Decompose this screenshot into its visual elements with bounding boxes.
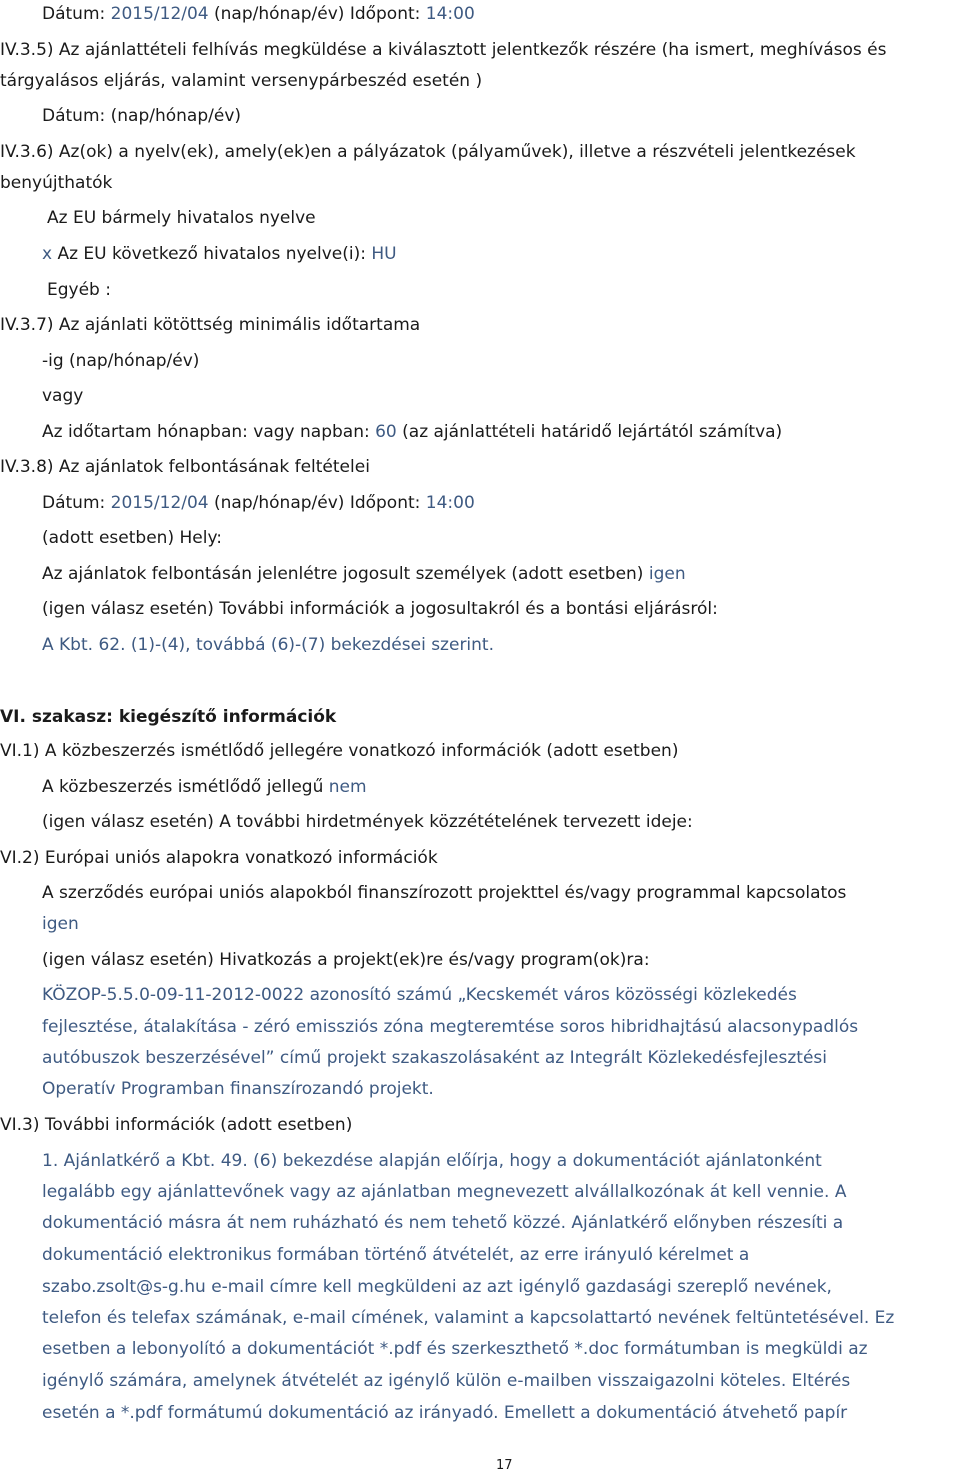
line-text: (nap/hónap/év) Időpont:: [208, 4, 426, 24]
field-value: 14:00: [425, 4, 475, 24]
field-value: HU: [371, 244, 397, 264]
text-line: [42, 634, 494, 656]
field-value: igen: [648, 564, 686, 584]
field-value: 2015/12/04: [110, 493, 209, 513]
text-line: [42, 949, 650, 971]
text-line: [0, 172, 112, 194]
line-text: Dátum:: [42, 493, 111, 513]
line-text: -ig (nap/hónap/év): [42, 351, 200, 371]
text-line: [42, 492, 475, 514]
line-text: VI.2) Európai uniós alapokra vonatkozó információk: [0, 848, 438, 868]
line-text: (igen válasz esetén) További információk a jogosultakról és a bontási eljárásról:: [42, 599, 718, 619]
field-value: Operatív Programban finanszírozandó projekt.: [42, 1079, 434, 1099]
text-line: [0, 141, 856, 163]
text-line: [42, 421, 782, 443]
text-line: [47, 279, 111, 301]
text-line: [42, 350, 199, 372]
text-line: [42, 1047, 827, 1069]
line-text: IV.3.6) Az(ok) a nyelv(ek), amely(ek)en a pályázatok (pályaművek), illetve a részvételi jelentkezések: [0, 142, 856, 162]
line-text: (igen válasz esetén) Hivatkozás a projekt(ek)re és/vagy program(ok)ra:: [42, 950, 650, 970]
field-value: esetén a *.pdf formátumú dokumentáció az irányadó. Emellett a dokumentáció átvehető papír: [42, 1403, 848, 1423]
text-line: [42, 811, 693, 833]
field-value: 2015/12/04: [110, 4, 209, 24]
text-line: [42, 1370, 850, 1392]
line-text: (adott esetben) Hely:: [42, 528, 222, 548]
line-text: VI.1) A közbeszerzés ismétlődő jellegére vonatkozó információk (adott esetben): [0, 741, 679, 761]
field-value: 60: [375, 422, 397, 442]
line-text: Az időtartam hónapban: vagy napban:: [42, 422, 376, 442]
text-line: [42, 1150, 822, 1172]
text-line: [42, 1402, 847, 1424]
field-value: igen: [42, 914, 79, 934]
line-text: Az EU bármely hivatalos nyelve: [47, 208, 316, 228]
text-line: [42, 105, 241, 127]
text-line: [0, 314, 420, 336]
line-text: A szerződés európai uniós alapokból finanszírozott projekttel és/vagy programmal kapcsolatos: [42, 883, 847, 903]
line-text: VI. szakasz: kiegészítő információk: [0, 707, 337, 727]
line-text: IV.3.7) Az ajánlati kötöttség minimális időtartama: [0, 315, 421, 335]
field-value: nem: [328, 777, 367, 797]
text-line: [42, 1276, 832, 1298]
field-value: telefon és telefax számának, e-mail címének, valamint a kapcsolattartó nevének feltüntetésével. Ez: [42, 1308, 895, 1328]
text-line: [42, 1078, 434, 1100]
text-line: [0, 740, 678, 762]
line-text: Egyéb :: [47, 280, 111, 300]
section-heading: [0, 706, 336, 728]
line-text: (igen válasz esetén) A további hirdetmények közzétételének tervezett ideje:: [42, 812, 693, 832]
line-text: benyújthatók: [0, 173, 113, 193]
field-value: KÖZOP-5.5.0-09-11-2012-0022 azonosító számú „Kecskemét város közösségi közlekedés: [42, 985, 797, 1005]
text-line: [42, 527, 222, 549]
line-text: Az EU következő hivatalos nyelve(i):: [52, 244, 372, 264]
line-text: A közbeszerzés ismétlődő jellegű: [42, 777, 329, 797]
text-line: [42, 598, 718, 620]
field-value: igénylő számára, amelynek átvételét az igénylő külön e-mailben visszaigazolni köteles. Eltérés: [42, 1371, 851, 1391]
line-text: (az ajánlattételi határidő lejártától számítva): [396, 422, 783, 442]
field-value: autóbuszok beszerzésével” című projekt szakaszolásaként az Integrált Közlekedésfejlesztési: [42, 1048, 827, 1068]
line-text: IV.3.5) Az ajánlattételi felhívás megküldése a kiválasztott jelentkezők részére (ha ismert, meghívásos és: [0, 40, 887, 60]
text-line: [42, 1307, 894, 1329]
text-line: [42, 913, 79, 935]
text-line: [42, 3, 475, 25]
field-value: 1. Ajánlatkérő a Kbt. 49. (6) bekezdése alapján előírja, hogy a dokumentációt ajánlatonként: [42, 1151, 822, 1171]
text-line: [0, 456, 370, 478]
line-text: VI.3) További információk (adott esetben): [0, 1115, 353, 1135]
line-text: vagy: [42, 386, 84, 406]
field-value: fejlesztése, átalakítása - zéró emissziós zóna megteremtése soros hibridhajtású alacsonypadlós: [42, 1017, 859, 1037]
text-line: [0, 70, 482, 92]
field-value: x: [42, 244, 53, 264]
text-line: [42, 1244, 749, 1266]
line-text: Az ajánlatok felbontásán jelenlétre jogosult személyek (adott esetben): [42, 564, 649, 584]
text-line: [42, 776, 367, 798]
line-text: IV.3.8) Az ajánlatok felbontásának feltételei: [0, 457, 370, 477]
text-line: [42, 1181, 846, 1203]
text-line: [42, 1212, 843, 1234]
field-value: 14:00: [425, 493, 475, 513]
text-line: [42, 1338, 868, 1360]
field-value: esetben a lebonyolító a dokumentációt *.pdf és szerkeszthető *.doc formátumban is megküldi az: [42, 1339, 868, 1359]
text-line: [42, 563, 686, 585]
text-line: [47, 207, 316, 229]
text-line: [42, 882, 846, 904]
field-value: dokumentáció másra át nem ruházható és nem tehető közzé. Ajánlatkérő előnyben részesíti a: [42, 1213, 844, 1233]
text-line: [0, 847, 438, 869]
line-text: tárgyalásos eljárás, valamint versenypárbeszéd esetén ): [0, 71, 483, 91]
text-line: [0, 1114, 352, 1136]
line-text: Dátum:: [42, 4, 111, 24]
text-line: [42, 1016, 858, 1038]
text-line: [42, 984, 797, 1006]
text-line: [0, 39, 887, 61]
line-text: Dátum: (nap/hónap/év): [42, 106, 242, 126]
text-line: [42, 243, 397, 265]
text-line: [42, 385, 83, 407]
field-value: legalább egy ajánlattevőnek vagy az ajánlatban megnevezett alvállalkozónak át kell vennie. A: [42, 1182, 847, 1202]
page-number: 17: [496, 1458, 513, 1473]
field-value: dokumentáció elektronikus formában történő átvételét, az erre irányuló kérelmet a: [42, 1245, 750, 1265]
field-value: szabo.zsolt@s-g.hu e-mail címre kell megküldeni az azt igénylő gazdasági szereplő nevének,: [42, 1277, 832, 1297]
field-value: A Kbt. 62. (1)-(4), továbbá (6)-(7) bekezdései szerint.: [42, 635, 494, 655]
line-text: (nap/hónap/év) Időpont:: [208, 493, 426, 513]
